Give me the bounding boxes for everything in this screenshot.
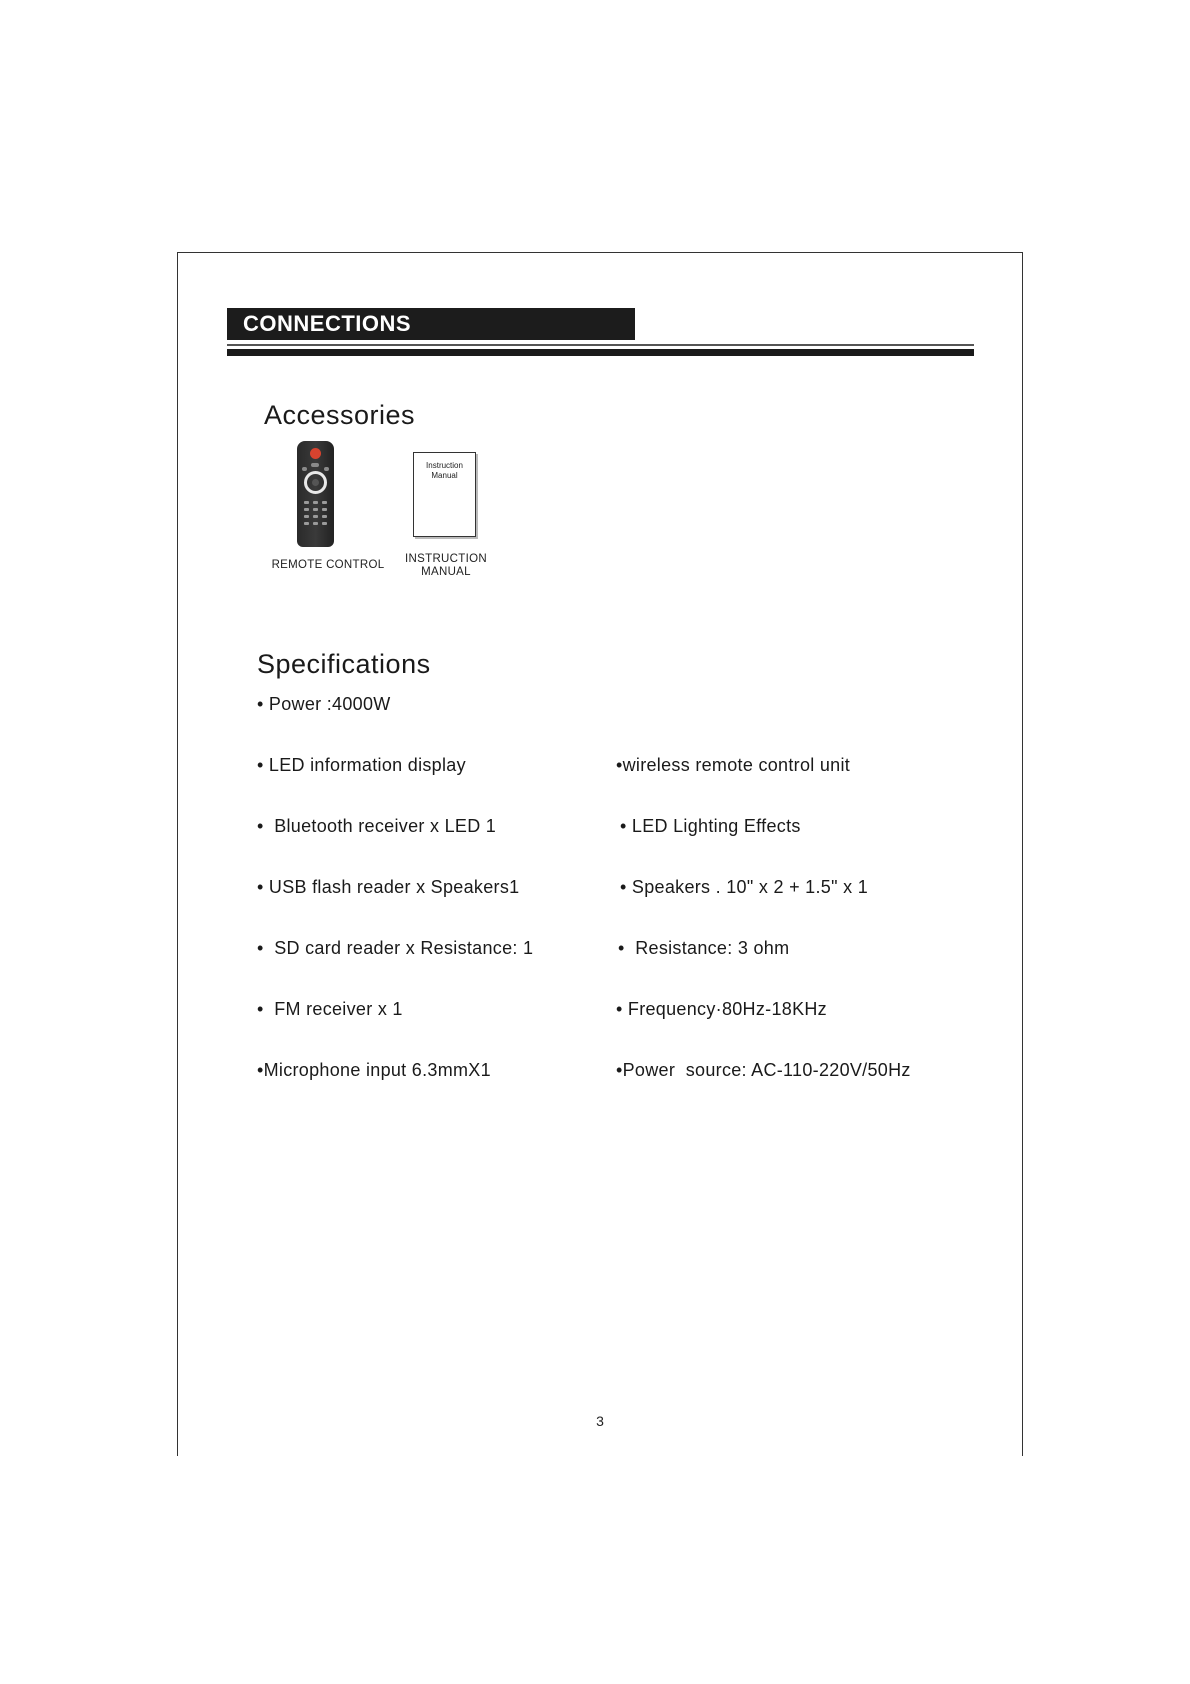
keypad-key: [313, 508, 318, 511]
keypad-key: [322, 501, 327, 504]
remote-control-caption: REMOTE CONTROL: [271, 559, 385, 571]
keypad-key: [322, 515, 327, 518]
left-small-button-graphic: [302, 467, 307, 471]
spec-item: • FM receiver x 1: [257, 999, 403, 1019]
page-frame: [177, 252, 1023, 1456]
right-small-button-graphic: [324, 467, 329, 471]
spec-item: • USB flash reader x Speakers1: [257, 877, 520, 897]
keypad-key: [313, 522, 318, 525]
keypad-key: [304, 515, 309, 518]
keypad-key: [304, 501, 309, 504]
accessories-heading: Accessories: [264, 400, 416, 430]
spec-item: •wireless remote control unit: [616, 755, 851, 775]
spec-item: •Power source: AC-110-220V/50Hz: [616, 1060, 911, 1080]
manual-cover-text: Instruction Manual: [426, 461, 463, 480]
mode-button-graphic: [311, 463, 319, 467]
keypad-key: [313, 501, 318, 504]
spec-item: • LED information display: [257, 755, 466, 775]
section-title-bar: CONNECTIONS: [227, 308, 635, 340]
keypad-key: [313, 515, 318, 518]
remote-control-image: [297, 441, 334, 547]
instruction-manual-caption: INSTRUCTION MANUAL: [405, 553, 487, 578]
spec-item: • Resistance: 3 ohm: [618, 938, 790, 958]
spec-item: • Power :4000W: [257, 694, 391, 714]
spec-item: • LED Lighting Effects: [620, 816, 801, 836]
spec-item: • Bluetooth receiver x LED 1: [257, 816, 497, 836]
spec-item: • Speakers . 10" x 2 + 1.5" x 1: [620, 877, 869, 897]
specifications-heading: Specifications: [257, 649, 431, 679]
keypad-key: [322, 522, 327, 525]
dpad-graphic: [304, 471, 327, 494]
instruction-manual-image: [413, 452, 476, 537]
page-number: 3: [596, 1413, 604, 1429]
keypad-key: [304, 508, 309, 511]
power-button-graphic: [310, 448, 321, 459]
header-rule-thick: [227, 349, 974, 356]
keypad-key: [322, 508, 327, 511]
header-rule-thin: [227, 344, 974, 346]
spec-item: • SD card reader x Resistance: 1: [257, 938, 534, 958]
spec-item: • Frequency·80Hz-18KHz: [616, 999, 827, 1019]
keypad-key: [304, 522, 309, 525]
spec-item: •Microphone input 6.3mmX1: [257, 1060, 491, 1080]
